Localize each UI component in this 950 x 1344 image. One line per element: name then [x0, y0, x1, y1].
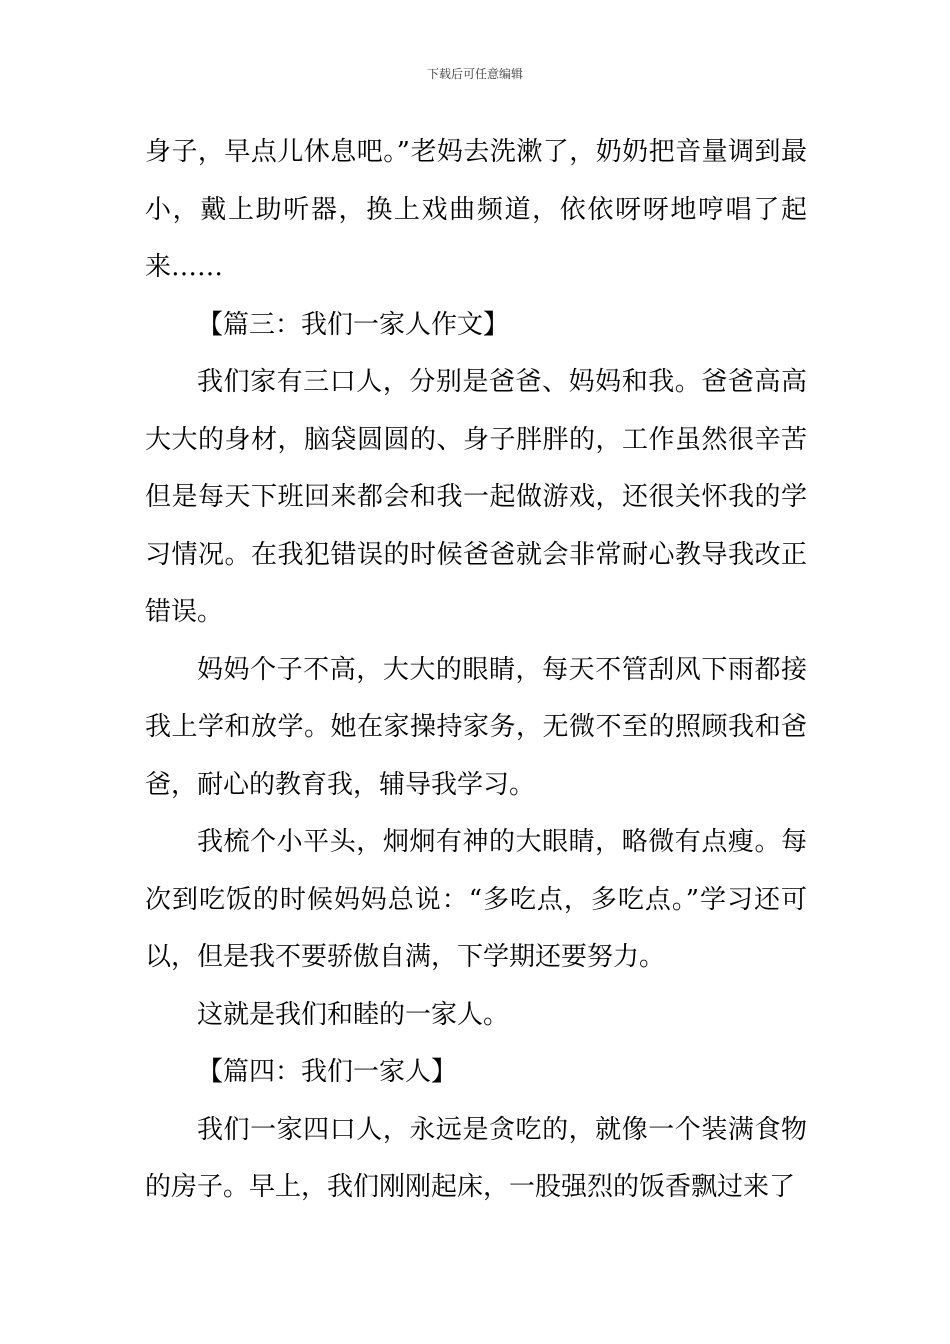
paragraph-continuation: 身子，早点儿休息吧。”老妈去洗漱了，奶奶把音量调到最小，戴上助听器，换上戏曲频道，依依呀呀地哼唱了起来……: [145, 137, 807, 282]
paragraph-self: 我梳个小平头，炯炯有神的大眼睛，略微有点瘦。每次到吃饭的时候妈妈总说：“多吃点，多吃点。”学习还可以，但是我不要骄傲自满，下学期还要努力。: [145, 827, 807, 972]
section-heading-part-four: 【篇四：我们一家人】: [197, 1057, 458, 1087]
paragraph-mother: 妈妈个子不高，大大的眼睛，每天不管刮风下雨都接我上学和放学。她在家操持家务，无微不至的照顾我和爸爸，耐心的教育我，辅导我学习。: [145, 654, 807, 800]
paragraph-family-intro: 我们家有三口人，分别是爸爸、妈妈和我。爸爸高高大大的身材，脑袋圆圆的、身子胖胖的，工作虽然很辛苦但是每天下班回来都会和我一起做游戏，还很关怀我的学习情况。在我犯错误的时候爸爸就会非常耐心教导我改正错误。: [145, 367, 807, 627]
paragraph-conclusion: 这就是我们和睦的一家人。: [197, 999, 510, 1030]
document-body: [145, 124, 807, 1217]
paragraph-four-people: 我们一家四口人，永远是贪吃的，就像一个装满食物的房子。早上，我们刚刚起床，一股强烈的饭香飘过来了: [145, 1114, 807, 1202]
page-header: 下载后可任意编辑: [426, 67, 523, 81]
section-heading-part-three: 【篇三：我们一家人作文】: [197, 309, 510, 340]
